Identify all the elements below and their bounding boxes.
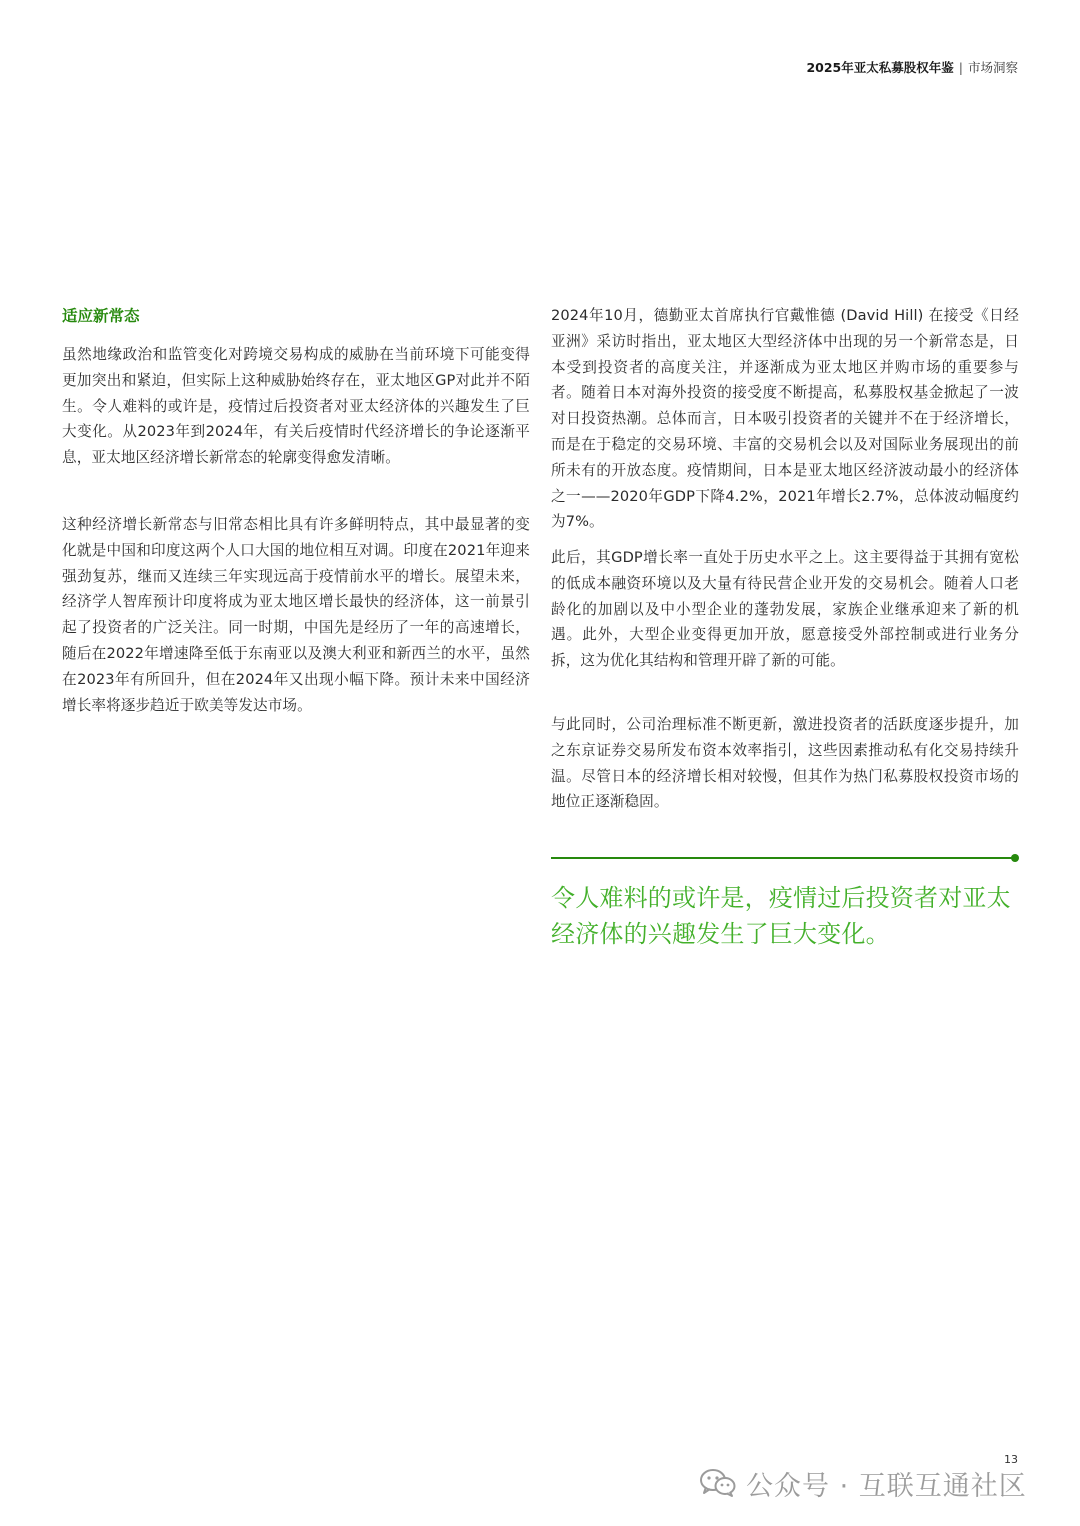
left-paragraph-2: 这种经济增长新常态与旧常态相比具有许多鲜明特点，其中最显著的变化就是中国和印度这两个人口大国的地位相互对调。印度在2021年迎来强劲复苏，继而又连续三年实现远高于疫情前水平的增长。展望未来，经济学人智库预计印度将成为亚太地区增长最快的经济体，这一前景引起了投资者的广泛关注。同一时期，中国先是经历了一年的高速增长，随后在2022年增速降至低于东南亚以及澳大利亚和新西兰的水平，虽然在2023年有所回升，但在2024年又出现小幅下降。预计未来中国经济增长率将逐步趋近于欧美等发达市场。 — [62, 516, 530, 714]
pull-quote-divider — [551, 857, 1016, 859]
section-name: 市场洞察 — [967, 60, 1018, 75]
right-paragraph-3: 与此同时，公司治理标准不断更新，激进投资者的活跃度逐步提升，加之东京证券交易所发布资本效率指引，这些因素推动私有化交易持续升温。尽管日本的经济增长相对较慢，但其作为热门私募股权投资市场的地位正逐渐稳固。 — [551, 716, 1019, 811]
divider-dot — [1011, 854, 1019, 862]
watermark-text: 公众号 · 互联互通社区 — [746, 1470, 1027, 1502]
header-separator: | — [958, 60, 963, 75]
right-paragraph-1: 2024年10月，德勤亚太首席执行官戴惟德 (David Hill) 在接受《日经亚洲》采访时指出，亚太地区大型经济体中出现的另一个新常态是，日本受到投资者的高度关注，并逐渐成为亚太地区并购市场的重要参与者。随着日本对海外投资的接受度不断提高，私募股权基金掀起了一波对日投资热潮。总体而言，日本吸引投资者的关键并不在于经济增长，而是在于稳定的交易环境、丰富的交易机会以及对国际业务展现出的前所未有的开放态度。疫情期间，日本是亚太地区经济波动最小的经济体之一——2020年GDP下降4.2%，2021年增长2.7%，总体波动幅度约为7%。 — [551, 307, 1019, 531]
right-paragraph-2: 此后，其GDP增长率一直处于历史水平之上。这主要得益于其拥有宽松的低成本融资环境以及大量有待民营企业开发的交易机会。随着人口老龄化的加剧以及中小型企业的蓬勃发展，家族企业继承迎来了新的机遇。此外，大型企业变得更加开放，愿意接受外部控制或进行业务分拆，这为优化其结构和管理开辟了新的可能。 — [551, 549, 1019, 670]
page-number: 13 — [1004, 1453, 1018, 1466]
running-header — [806, 58, 1018, 76]
left-paragraph-1: 虽然地缘政治和监管变化对跨境交易构成的威胁在当前环境下可能变得更加突出和紧迫，但实际上这种威胁始终存在，亚太地区GP对此并不陌生。令人难料的或许是，疫情过后投资者对亚太经济体的兴趣发生了巨大变化。从2023年到2024年，有关后疫情时代经济增长的争论逐渐平息，亚太地区经济增长新常态的轮廓变得愈发清晰。 — [62, 346, 530, 467]
pull-quote: 令人难料的或许是，疫情过后投资者对亚太经济体的兴趣发生了巨大变化。 — [551, 884, 1011, 948]
section-heading: 适应新常态 — [62, 307, 140, 325]
wechat-icon — [700, 1468, 736, 1498]
watermark — [700, 1463, 1027, 1503]
report-title: 2025年亚太私募股权年鉴 — [806, 60, 954, 75]
